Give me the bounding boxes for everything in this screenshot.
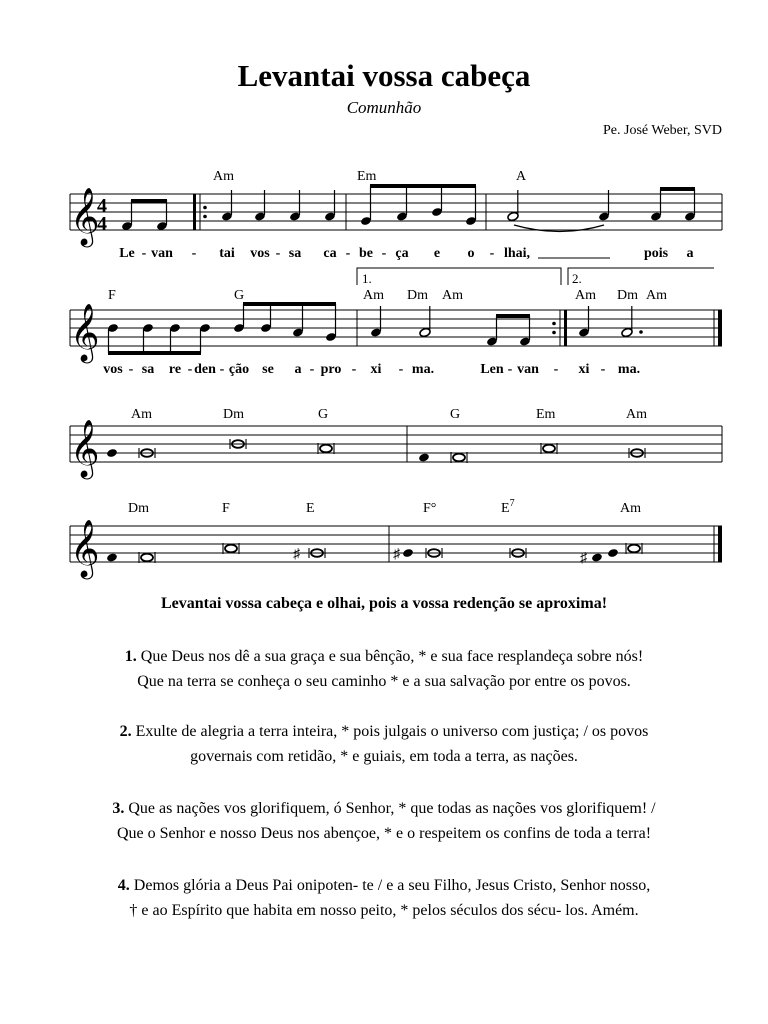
lyric-syllable: a xyxy=(686,246,694,261)
first-ending-label: 1. xyxy=(362,271,372,286)
lyric-syllable: ça xyxy=(395,246,409,261)
lyric-syllable: vos xyxy=(250,246,270,261)
lyric-syllable: pro xyxy=(320,362,342,377)
verse-line: Que na terra se conheça o seu caminho * e a sua salvação por entre os povos. xyxy=(137,673,631,690)
pickup-notes xyxy=(121,199,168,231)
tie xyxy=(514,225,604,232)
lyric-syllable: sa xyxy=(288,246,302,261)
verse-line xyxy=(20,873,748,898)
treble-clef-icon: 𝄞 xyxy=(70,188,100,244)
measure-5-notes xyxy=(370,306,531,347)
lyric-syllable: sa xyxy=(141,362,155,377)
lyric-syllable: xi xyxy=(370,362,382,377)
chord-superscript: 7 xyxy=(509,498,515,509)
chord-symbol: F xyxy=(222,501,230,516)
lyric-hyphen: - xyxy=(351,362,357,377)
staff-3 xyxy=(70,407,722,480)
lyric-syllable: be xyxy=(359,246,373,261)
chord-symbol: Am xyxy=(442,288,463,303)
verse-line xyxy=(20,796,748,821)
lyric-hyphen: - xyxy=(600,362,606,377)
verse-text: Exulte de alegria a terra inteira, * pois julgais o universo com justiça; / os povos xyxy=(135,723,649,740)
staff-1 xyxy=(70,169,722,261)
chord-symbol: Dm xyxy=(407,288,428,303)
lyric-hyphen: - xyxy=(507,362,513,377)
chord-symbol: Dm xyxy=(617,288,638,303)
lyric-syllable: a xyxy=(294,362,302,377)
verse-number: 3. xyxy=(112,800,125,817)
lyric-syllable: ma. xyxy=(411,362,435,377)
lyric-syllable: Le xyxy=(119,246,135,261)
lyric-syllable: tai xyxy=(219,246,235,261)
psalm-tone-notes-1 xyxy=(106,439,334,458)
lyric-syllable: lhai, xyxy=(503,246,531,261)
refrain-text: Levantai vossa cabeça e olhai, pois a vossa redenção se aproxima! xyxy=(160,595,608,612)
chord-symbol: Am xyxy=(363,288,384,303)
verse-line: Que o Senhor e nosso Deus nos abençoe, * e o respeitem os confins de toda a terra! xyxy=(116,825,652,842)
chord-symbol xyxy=(501,498,515,516)
psalm-tone-notes-4 xyxy=(393,543,642,566)
lyric-hyphen: - xyxy=(141,246,147,261)
lyric-syllable: van xyxy=(517,362,539,377)
sharp-icon: ♯ xyxy=(393,547,400,562)
lyric-syllable: xi xyxy=(578,362,590,377)
chord-symbol: Am xyxy=(213,169,234,184)
first-ending-bracket xyxy=(357,268,561,285)
second-ending-label: 2. xyxy=(572,271,582,286)
lyric-hyphen: - xyxy=(219,362,225,377)
lyric-hyphen: - xyxy=(381,246,387,261)
lyric-syllable: ca xyxy=(323,246,337,261)
lyric-hyphen: - xyxy=(553,362,559,377)
lyric-hyphen: - xyxy=(128,362,134,377)
chord-symbol: Dm xyxy=(128,501,149,516)
sharp-icon: ♯ xyxy=(580,551,587,566)
lyric-hyphen: - xyxy=(309,362,315,377)
composer-credit: Pe. José Weber, SVD xyxy=(603,123,722,138)
lyric-hyphen: - xyxy=(275,246,281,261)
second-ending-bracket xyxy=(568,268,714,285)
lyric-hyphen: - xyxy=(398,362,404,377)
chord-symbol: G xyxy=(450,407,461,422)
measure-2-notes xyxy=(360,184,477,226)
song-subtitle: Comunhão xyxy=(346,98,422,117)
lyric-syllable: re xyxy=(168,362,182,377)
lyric-syllable: ma. xyxy=(617,362,641,377)
sharp-icon: ♯ xyxy=(293,547,300,562)
verse-4 xyxy=(20,873,748,923)
staff-2 xyxy=(70,268,722,377)
lyric-syllable: e xyxy=(433,246,441,261)
chord-symbol: Am xyxy=(646,288,667,303)
chord-symbol: G xyxy=(234,288,245,303)
verse-line xyxy=(20,719,748,744)
chord-symbol: A xyxy=(516,169,527,184)
treble-clef-icon: 𝄞 xyxy=(70,420,100,476)
chord-symbol: Am xyxy=(575,288,596,303)
lyric-hyphen: - xyxy=(191,246,197,261)
chord-symbol: Am xyxy=(626,407,647,422)
lyric-syllable: se xyxy=(262,362,274,377)
chord-symbol: G xyxy=(318,407,329,422)
lyric-syllable: vos xyxy=(103,362,123,377)
lyric-hyphen: - xyxy=(187,362,193,377)
lyric-syllable: pois xyxy=(643,246,669,261)
verse-2 xyxy=(20,719,748,769)
chord-root: E xyxy=(501,501,510,516)
measure-6-notes xyxy=(578,306,643,338)
chord-symbol: Am xyxy=(131,407,152,422)
verse-3 xyxy=(20,796,748,846)
chord-symbol: E xyxy=(306,501,315,516)
time-signature-top: 4 xyxy=(97,195,107,217)
lyric-syllable: van xyxy=(151,246,173,261)
staff-4 xyxy=(70,498,722,580)
verse-1 xyxy=(20,644,748,694)
chord-symbol: F xyxy=(108,288,116,303)
lyric-hyphen: - xyxy=(489,246,495,261)
song-title: Levantai vossa cabeça xyxy=(237,58,531,93)
verse-text: Que as nações vos glorifiquem, ó Senhor, * que todas as nações vos glorifiquem! / xyxy=(128,800,656,817)
lyrics-line-1 xyxy=(119,246,693,261)
lyric-syllable: Len xyxy=(480,362,504,377)
lyric-syllable: o xyxy=(467,246,475,261)
chord-symbol: Am xyxy=(620,501,641,516)
measure-1-notes xyxy=(221,190,336,222)
chord-symbol: Dm xyxy=(223,407,244,422)
verse-number: 4. xyxy=(117,877,130,894)
verse-text: Que Deus nos dê a sua graça e sua bênção, * e sua face resplandeça sobre nós! xyxy=(140,648,644,665)
verse-text: Demos glória a Deus Pai onipoten- te / e a seu Filho, Jesus Cristo, Senhor nosso, xyxy=(133,877,651,894)
lyric-hyphen: - xyxy=(345,246,351,261)
chord-symbol: Em xyxy=(357,169,377,184)
chord-symbol: Em xyxy=(536,407,556,422)
verse-line xyxy=(20,644,748,669)
lyric-syllable: den xyxy=(194,362,216,377)
chord-symbol: F° xyxy=(423,501,437,516)
treble-clef-icon: 𝄞 xyxy=(70,304,100,360)
verse-line: governais com retidão, * e guiais, em toda a terra, as nações. xyxy=(190,748,578,765)
lyrics-line-2 xyxy=(103,362,640,377)
time-signature-bottom: 4 xyxy=(97,213,107,235)
lyric-syllable: ção xyxy=(228,362,250,377)
treble-clef-icon: 𝄞 xyxy=(70,520,100,576)
verse-number: 2. xyxy=(119,723,132,740)
verse-line: † e ao Espírito que habita em nosso peito, * pelos séculos dos sécu- los. Amém. xyxy=(129,902,639,919)
verse-number: 1. xyxy=(124,648,137,665)
